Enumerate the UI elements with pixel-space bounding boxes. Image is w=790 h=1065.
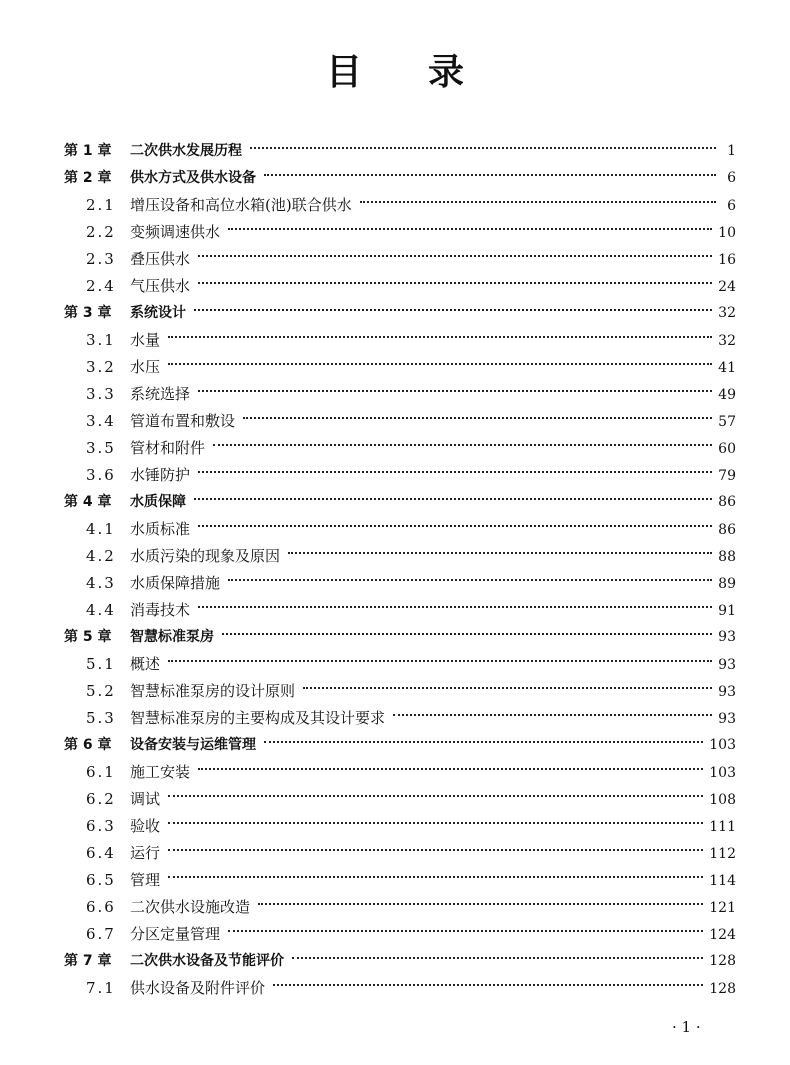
dot-leader bbox=[198, 390, 712, 392]
page-number: 60 bbox=[718, 441, 736, 457]
page-number: 93 bbox=[718, 684, 736, 700]
dot-leader bbox=[258, 903, 703, 905]
dot-leader bbox=[168, 363, 712, 365]
toc-section-row bbox=[64, 921, 736, 948]
toc-section-row bbox=[64, 705, 736, 732]
toc-section-row bbox=[64, 246, 736, 273]
page-number: 124 bbox=[709, 927, 736, 943]
dot-leader bbox=[168, 660, 712, 662]
section-title: 增压设备和高位水箱(池)联合供水 bbox=[130, 196, 352, 214]
section-number: 6.7 bbox=[86, 925, 116, 943]
dot-leader bbox=[360, 201, 716, 203]
page-number: 88 bbox=[718, 549, 736, 565]
section-title: 管道布置和敷设 bbox=[130, 412, 236, 430]
page-number: 103 bbox=[709, 737, 736, 753]
section-number: 6.1 bbox=[86, 763, 116, 781]
toc-section-row bbox=[64, 354, 736, 381]
dot-leader bbox=[198, 525, 712, 527]
section-title: 二次供水设施改造 bbox=[130, 898, 251, 916]
dot-leader bbox=[243, 417, 712, 419]
toc-section-row bbox=[64, 840, 736, 867]
dot-leader bbox=[228, 579, 712, 581]
section-number: 3.3 bbox=[86, 385, 116, 403]
toc-chapter-row bbox=[64, 300, 736, 327]
section-number: 4.1 bbox=[86, 520, 116, 538]
dot-leader bbox=[198, 282, 712, 284]
dot-leader bbox=[250, 147, 716, 149]
section-number: 2.4 bbox=[86, 277, 116, 295]
dot-leader bbox=[288, 552, 712, 554]
section-title: 水量 bbox=[130, 331, 161, 349]
section-number: 6.6 bbox=[86, 898, 116, 916]
dot-leader bbox=[213, 444, 712, 446]
section-title: 叠压供水 bbox=[130, 250, 191, 268]
section-title: 消毒技术 bbox=[130, 601, 191, 619]
toc-section-row bbox=[64, 813, 736, 840]
chapter-title: 水质保障 bbox=[130, 494, 186, 510]
title-char-1: 目 bbox=[325, 52, 362, 93]
dot-leader bbox=[168, 795, 703, 797]
dot-leader bbox=[264, 174, 716, 176]
page-number: 1 bbox=[727, 143, 736, 159]
page-number: 128 bbox=[709, 981, 736, 997]
page-number: 57 bbox=[718, 414, 736, 430]
section-number: 6.5 bbox=[86, 871, 116, 889]
chapter-title: 二次供水设备及节能评价 bbox=[130, 953, 284, 969]
section-number: 2.3 bbox=[86, 250, 116, 268]
section-number: 4.3 bbox=[86, 574, 116, 592]
section-number: 4.2 bbox=[86, 547, 116, 565]
toc-section-row bbox=[64, 462, 736, 489]
toc-section-row bbox=[64, 894, 736, 921]
page-number: 103 bbox=[709, 765, 736, 781]
section-title: 变频调速供水 bbox=[130, 223, 221, 241]
dot-leader bbox=[222, 633, 712, 635]
section-number: 3.1 bbox=[86, 331, 116, 349]
page-number: 32 bbox=[718, 333, 736, 349]
chapter-number: 第 3 章 bbox=[64, 305, 112, 321]
page-number: 91 bbox=[718, 603, 736, 619]
chapter-number: 第 5 章 bbox=[64, 629, 112, 645]
section-title: 概述 bbox=[130, 655, 161, 673]
table-of-contents bbox=[64, 138, 736, 1002]
section-number: 3.4 bbox=[86, 412, 116, 430]
page-number: 86 bbox=[718, 522, 736, 538]
chapter-number: 第 2 章 bbox=[64, 170, 112, 186]
section-title: 施工安装 bbox=[130, 763, 191, 781]
section-number: 7.1 bbox=[86, 979, 116, 997]
chapter-title: 供水方式及供水设备 bbox=[130, 170, 256, 186]
section-title: 水质保障措施 bbox=[130, 574, 221, 592]
dot-leader bbox=[198, 606, 712, 608]
page-number: 93 bbox=[718, 657, 736, 673]
section-title: 水质标准 bbox=[130, 520, 191, 538]
dot-leader bbox=[198, 768, 703, 770]
chapter-title: 设备安装与运维管理 bbox=[130, 737, 256, 753]
page-number: 41 bbox=[718, 360, 736, 376]
chapter-title: 系统设计 bbox=[130, 305, 186, 321]
page-number: 128 bbox=[709, 953, 736, 969]
section-number: 3.5 bbox=[86, 439, 116, 457]
dot-leader bbox=[168, 849, 703, 851]
page-number-footer: · 1 · bbox=[672, 1018, 701, 1036]
section-number: 5.1 bbox=[86, 655, 116, 673]
section-number: 2.1 bbox=[86, 196, 116, 214]
chapter-number: 第 6 章 bbox=[64, 737, 112, 753]
dot-leader bbox=[264, 741, 703, 743]
page-number: 10 bbox=[718, 225, 736, 241]
section-title: 验收 bbox=[130, 817, 161, 835]
dot-leader bbox=[168, 336, 712, 338]
chapter-number: 第 7 章 bbox=[64, 953, 112, 969]
page-number: 49 bbox=[718, 387, 736, 403]
toc-chapter-row bbox=[64, 489, 736, 516]
page-number: 32 bbox=[718, 305, 736, 321]
dot-leader bbox=[198, 471, 712, 473]
section-title: 系统选择 bbox=[130, 385, 191, 403]
section-number: 4.4 bbox=[86, 601, 116, 619]
toc-section-row bbox=[64, 975, 736, 1002]
section-number: 6.4 bbox=[86, 844, 116, 862]
page-number: 112 bbox=[709, 846, 736, 862]
page-number: 24 bbox=[718, 279, 736, 295]
page-title bbox=[0, 46, 790, 100]
toc-section-row bbox=[64, 408, 736, 435]
section-title: 调试 bbox=[130, 790, 161, 808]
page-number: 86 bbox=[718, 494, 736, 510]
section-title: 水质污染的现象及原因 bbox=[130, 547, 281, 565]
toc-section-row bbox=[64, 219, 736, 246]
section-title: 管材和附件 bbox=[130, 439, 206, 457]
toc-chapter-row bbox=[64, 138, 736, 165]
toc-section-row bbox=[64, 435, 736, 462]
section-title: 气压供水 bbox=[130, 277, 191, 295]
dot-leader bbox=[228, 228, 712, 230]
page-number: 6 bbox=[727, 170, 736, 186]
chapter-title: 智慧标准泵房 bbox=[130, 629, 214, 645]
dot-leader bbox=[194, 498, 712, 500]
section-title: 运行 bbox=[130, 844, 161, 862]
toc-chapter-row bbox=[64, 732, 736, 759]
section-title: 智慧标准泵房的设计原则 bbox=[130, 682, 296, 700]
toc-section-row bbox=[64, 570, 736, 597]
chapter-number: 第 4 章 bbox=[64, 494, 112, 510]
section-title: 分区定量管理 bbox=[130, 925, 221, 943]
section-title: 智慧标准泵房的主要构成及其设计要求 bbox=[130, 709, 386, 727]
chapter-title: 二次供水发展历程 bbox=[130, 143, 242, 159]
page-number: 111 bbox=[709, 819, 736, 835]
dot-leader bbox=[303, 687, 712, 689]
toc-section-row bbox=[64, 759, 736, 786]
section-number: 3.6 bbox=[86, 466, 116, 484]
dot-leader bbox=[168, 822, 703, 824]
toc-section-row bbox=[64, 786, 736, 813]
section-number: 5.2 bbox=[86, 682, 116, 700]
section-number: 6.2 bbox=[86, 790, 116, 808]
section-number: 3.2 bbox=[86, 358, 116, 376]
dot-leader bbox=[198, 255, 712, 257]
toc-section-row bbox=[64, 192, 736, 219]
toc-section-row bbox=[64, 543, 736, 570]
toc-section-row bbox=[64, 678, 736, 705]
chapter-number: 第 1 章 bbox=[64, 143, 112, 159]
toc-chapter-row bbox=[64, 948, 736, 975]
page-number: 79 bbox=[718, 468, 736, 484]
page-number: 114 bbox=[709, 873, 736, 889]
dot-leader bbox=[292, 957, 703, 959]
section-title: 管理 bbox=[130, 871, 161, 889]
toc-section-row bbox=[64, 273, 736, 300]
toc-section-row bbox=[64, 867, 736, 894]
toc-section-row bbox=[64, 651, 736, 678]
page-number: 16 bbox=[718, 252, 736, 268]
dot-leader bbox=[393, 714, 712, 716]
page-number: 6 bbox=[727, 198, 736, 214]
page-number: 89 bbox=[718, 576, 736, 592]
section-title: 供水设备及附件评价 bbox=[130, 979, 266, 997]
section-number: 5.3 bbox=[86, 709, 116, 727]
toc-section-row bbox=[64, 516, 736, 543]
toc-chapter-row bbox=[64, 624, 736, 651]
page-number: 93 bbox=[718, 711, 736, 727]
toc-section-row bbox=[64, 381, 736, 408]
toc-section-row bbox=[64, 327, 736, 354]
dot-leader bbox=[194, 309, 712, 311]
dot-leader bbox=[168, 876, 703, 878]
toc-chapter-row bbox=[64, 165, 736, 192]
dot-leader bbox=[273, 984, 703, 986]
dot-leader bbox=[228, 930, 703, 932]
title-char-2: 录 bbox=[428, 52, 465, 93]
section-number: 6.3 bbox=[86, 817, 116, 835]
section-number: 2.2 bbox=[86, 223, 116, 241]
page-number: 93 bbox=[718, 629, 736, 645]
page-number: 108 bbox=[709, 792, 736, 808]
section-title: 水锤防护 bbox=[130, 466, 191, 484]
section-title: 水压 bbox=[130, 358, 161, 376]
toc-section-row bbox=[64, 597, 736, 624]
page-number: 121 bbox=[709, 900, 736, 916]
